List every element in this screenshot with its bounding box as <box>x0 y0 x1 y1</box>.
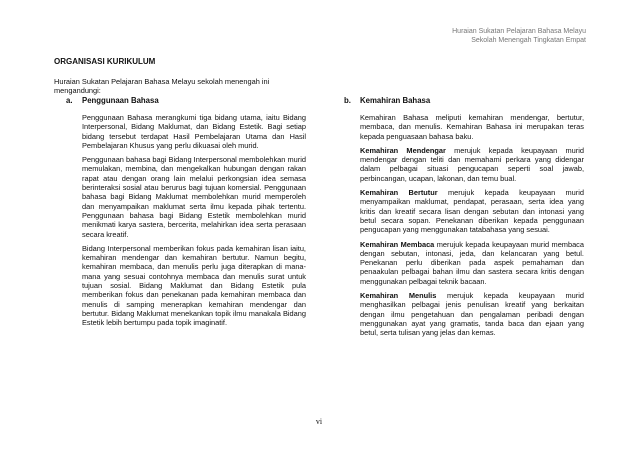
skill-term: Kemahiran Bertutur <box>360 188 438 198</box>
left-column <box>66 96 306 333</box>
subsection-b-body <box>360 113 584 338</box>
skill-term: Kemahiran Menulis <box>360 291 437 301</box>
right-column <box>344 96 584 343</box>
skill-text: merujuk kepada keupayaan murid membaca dengan sebutan, intonasi, jeda, dan kelancaran yang betul. Penekanan perlu diberikan pada aspek pemahaman dan penaakulan pelbagai bahan ilmu dan sastera secara kritis dengan menggunakan pelbagai teknik bacaan. <box>360 239 584 286</box>
subsection-b-heading <box>344 96 584 106</box>
subsection-b-title: Kemahiran Bahasa <box>360 96 431 105</box>
paragraph: Penggunaan bahasa bagi Bidang Interpersonal membolehkan murid memulakan, membina, dan mengekalkan hubungan dengan rakan rapat atau dengan orang lain melalui perkongsian idea semasa berinteraksi sosial atau berurus bagi tujuan komersial. Penggunaan bahasa bagi Bidang Maklumat membolehkan murid memperoleh dan menyampaikan maklumat serta ilmu kepada pihak tertentu. Penggunaan bahasa bagi Bidang Estetik membolehkan murid menikmati karya sastera, bercerita, melahirkan idea serta perasaan secara kreatif. <box>82 155 306 239</box>
skill-term: Kemahiran Membaca <box>360 239 435 249</box>
subsection-a-letter: a. <box>66 96 73 105</box>
running-header <box>386 27 586 45</box>
header-line-1: Huraian Sukatan Pelajaran Bahasa Melayu <box>452 28 586 35</box>
skill-reading <box>360 240 584 286</box>
skill-text: merujuk kepada keupayaan murid mendengar dengan teliti dan memahami perkara yang didengar dalam pelbagai situasi pengucapan seperti soal jawab, perbincangan, ucapan, lakonan, dan temu bual. <box>360 145 584 183</box>
subsection-a-heading <box>66 96 306 106</box>
paragraph: Penggunaan Bahasa merangkumi tiga bidang utama, iaitu Bidang Interpersonal, Bidang Maklumat, dan Bidang Estetik. Bagi setiap bidang tersebut terdapat Hasil Pembelajaran Utama dan Hasil Pembelajaran Khusus yang perlu dikuasai oleh murid. <box>82 113 306 150</box>
subsection-a-body <box>82 113 306 328</box>
skill-writing <box>360 291 584 337</box>
skill-term: Kemahiran Mendengar <box>360 145 446 155</box>
header-line-2: Sekolah Menengah Tingkatan Empat <box>471 37 586 44</box>
paragraph: Kemahiran Bahasa meliputi kemahiran mendengar, bertutur, membaca, dan menulis. Kemahiran Bahasa ini merupakan teras kepada penguasaan bahasa baku. <box>360 113 584 141</box>
paragraph: Bidang Interpersonal memberikan fokus pada kemahiran lisan iaitu, kemahiran mendengar dan kemahiran bertutur. Namun begitu, kemahiran membaca, dan menulis perlu juga diterapkan di mana-mana yang sesuai contohnya membaca dan menulis surat untuk tujuan sosial. Bidang Maklumat dan Bidang Estetik pula memberikan fokus dan penekanan pada kemahiran membaca dan menulis di samping menerapkan kemahiran mendengar dan bertutur. Bidang Maklumat menekankan topik ilmu manakala Bidang Estetik lebih bertumpu pada topik imaginatif. <box>82 243 306 328</box>
page-number: vi <box>315 417 323 426</box>
subsection-a-title: Penggunaan Bahasa <box>82 96 159 105</box>
intro-text: Huraian Sukatan Pelajaran Bahasa Melayu sekolah menengah ini mengandungi: <box>54 77 270 96</box>
skill-text: merujuk kepada keupayaan murid menghasilkan pelbagai jenis penulisan kreatif yang berkaitan dengan ilmu pengetahuan dan pengalaman peribadi dengan menggunakan ayat yang gramatis, tanda baca dan ejaan yang betul, serta tulisan yang jelas dan kemas. <box>360 291 585 338</box>
section-title: ORGANISASI KURIKULUM <box>54 57 156 66</box>
skill-text: merujuk kepada keupayaan murid menyampaikan maklumat, pendapat, perasaan, serta idea yang kritis dan kreatif secara lisan dengan sebutan dan intonasi yang betul secara sopan. Penekanan diberikan kepada penggunaan pengucapan yang menggunakan tatabahasa yang sesuai. <box>360 188 585 235</box>
subsection-b-letter: b. <box>344 96 351 105</box>
skill-listening <box>360 146 584 183</box>
skill-speaking <box>360 188 584 234</box>
